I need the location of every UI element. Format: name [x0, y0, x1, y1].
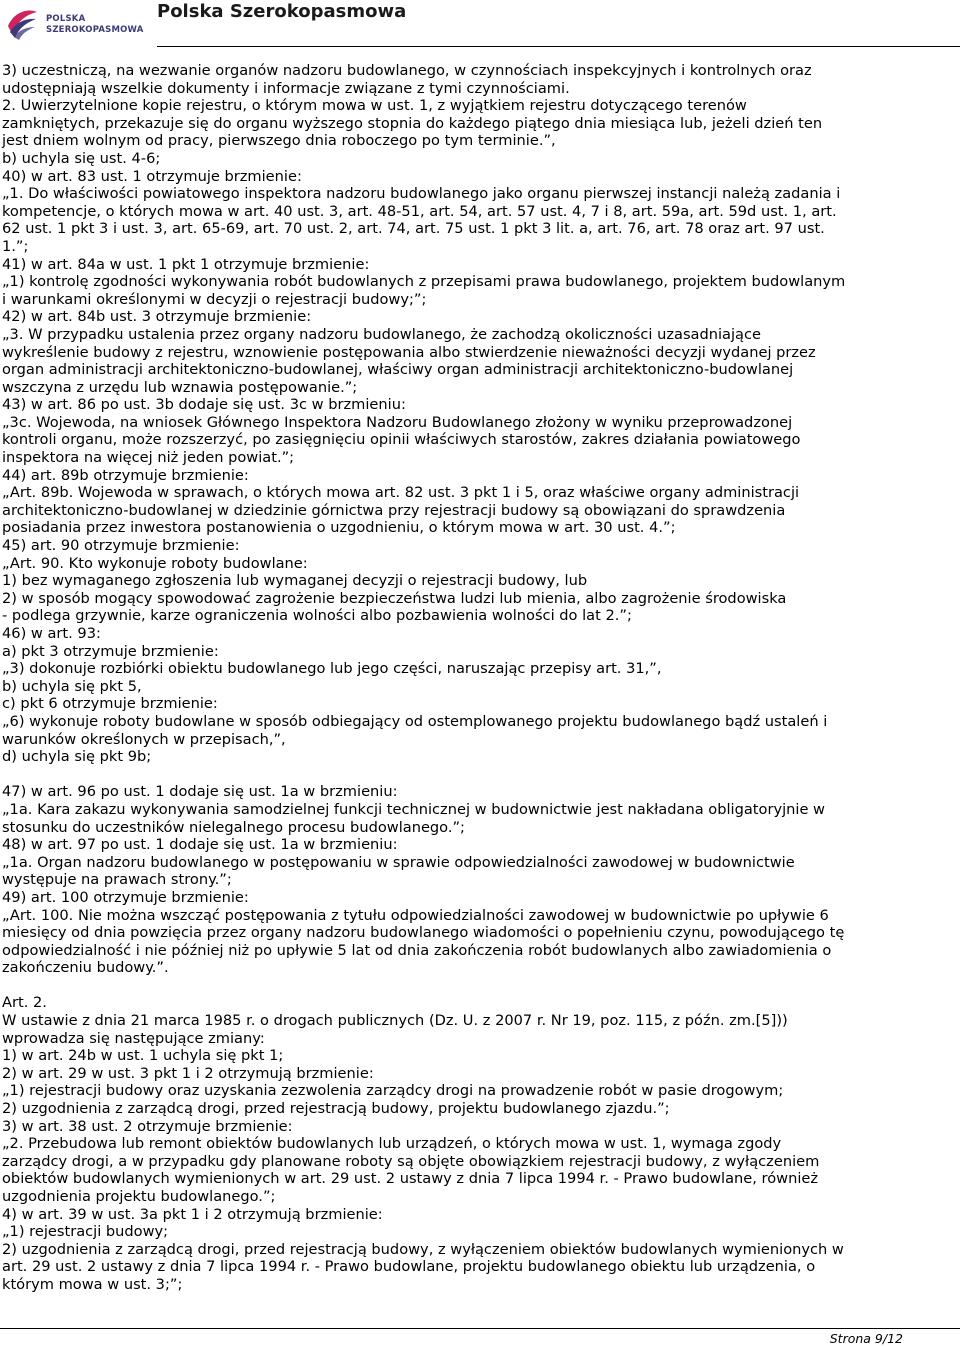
blank-line	[2, 766, 958, 784]
text-line: inspektora na więcej niż jeden powiat.”;	[2, 449, 295, 467]
text-line: „1) rejestracji budowy;	[2, 1223, 169, 1241]
text-line: a) pkt 3 otrzymuje brzmienie:	[2, 642, 219, 660]
logo	[4, 4, 144, 44]
text-line: występuje na prawach strony.”;	[2, 871, 232, 889]
text-line: wszczyna z urzędu lub wznawia postępowanie.”;	[2, 378, 358, 396]
text-line: którym mowa w ust. 3;”;	[2, 1275, 183, 1293]
text-line: architektoniczno-budowlanej w dziedzinie górnictwa przy rejestracji budowy są obowiązani do sprawdzenia	[2, 501, 786, 519]
text-line: W ustawie z dnia 21 marca 1985 r. o drogach publicznych (Dz. U. z 2007 r. Nr 19, poz. 115, z późn. zm.[5]))	[2, 1012, 788, 1030]
text-line: organ administracji architektoniczno-budowlanej, właściwy organ administracji architektoniczno-budowlanej	[2, 361, 794, 379]
header-divider	[157, 46, 960, 47]
text-line: 2) w art. 29 w ust. 3 pkt 1 i 2 otrzymują brzmienie:	[2, 1064, 374, 1082]
text-line: art. 29 ust. 2 ustawy z dnia 7 lipca 1994 r. - Prawo budowlane, projektu budowlanego obiektu lub urządzenia, o	[2, 1258, 816, 1276]
text-line: b) uchyla się pkt 5,	[2, 677, 142, 695]
text-line: uzgodnienia projektu budowlanego.”;	[2, 1188, 276, 1205]
text-line: obiektów budowlanych wymienionych w art. 29 ust. 2 ustawy z dnia 7 lipca 1994 r. - Prawo budowlane, również	[2, 1170, 819, 1188]
text-line: miesięcy od dnia powzięcia przez organy nadzoru budowlanego wiadomości o popełnieniu czynu, powodującego tę	[2, 924, 845, 942]
text-line: „1) rejestracji budowy oraz uzyskania zezwolenia zarządcy drogi na prowadzenie robót w pasie drogowym;	[2, 1082, 784, 1100]
text-line: „1) kontrolę zgodności wykonywania robót budowlanych z przepisami prawa budowlanego, projektem budowlanym	[2, 273, 846, 291]
text-line: jest dniem wolnym od pracy, pierwszego dnia roboczego po tym terminie.”,	[2, 132, 556, 150]
text-line: 43) w art. 86 po ust. 3b dodaje się ust. 3c w brzmieniu:	[2, 396, 406, 414]
text-line: 4) w art. 39 w ust. 3a pkt 1 i 2 otrzymują brzmienie:	[2, 1205, 383, 1223]
page-number: Strona 9/12	[829, 1331, 903, 1346]
logo-text	[46, 14, 144, 36]
text-line: 41) w art. 84a w ust. 1 pkt 1 otrzymuje brzmienie:	[2, 255, 370, 273]
text-line: 1) w art. 24b w ust. 1 uchyla się pkt 1;	[2, 1047, 284, 1065]
blank-line	[2, 977, 958, 995]
text-line: zarządcy drogi, a w przypadku gdy planowane roboty są objęte obowiązkiem rejestracji budowy, z wyłączeniem	[2, 1152, 820, 1170]
text-line: 49) art. 100 otrzymuje brzmienie:	[2, 888, 249, 906]
text-line: 2) uzgodnienia z zarządcą drogi, przed rejestracją budowy, projektu budowlanego zjazdu.”;	[2, 1100, 670, 1118]
text-line: „Art. 89b. Wojewoda w sprawach, o których mowa art. 82 ust. 3 pkt 1 i 5, oraz właściwe organy administracji	[2, 484, 800, 502]
text-line: 2) uzgodnienia z zarządcą drogi, przed rejestracją budowy, z wyłączeniem obiektów budowlanych wymienionych w	[2, 1240, 844, 1258]
text-line: „3c. Wojewoda, na wniosek Głównego Inspektora Nadzoru Budowlanego złożony w wyniku przeprowadzonej	[2, 413, 793, 431]
text-line: 3) uczestniczą, na wezwanie organów nadzoru budowlanego, w czynnościach inspekcyjnych i kontrolnych oraz	[2, 62, 812, 79]
text-line: wprowadza się następujące zmiany:	[2, 1029, 265, 1047]
text-line: warunków określonych w przepisach,”,	[2, 730, 286, 748]
logo-icon	[4, 6, 40, 42]
text-line: 45) art. 90 otrzymuje brzmienie:	[2, 537, 240, 555]
text-line: 44) art. 89b otrzymuje brzmienie:	[2, 466, 249, 484]
text-line: „Art. 90. Kto wykonuje roboty budowlane:	[2, 554, 308, 572]
text-line: „6) wykonuje roboty budowlane w sposób odbiegający od ostemplowanego projektu budowlanego bądź ustaleń i	[2, 712, 828, 730]
text-line: „Art. 100. Nie można wszcząć postępowania z tytułu odpowiedzialności zawodowej w budownictwie po upływie 6	[2, 906, 829, 924]
text-line: Art. 2.	[2, 994, 47, 1012]
text-line: 1.”;	[2, 237, 29, 255]
text-line: kompetencje, o których mowa w art. 40 ust. 3, art. 48-51, art. 54, art. 57 ust. 4, 7 i 8, art. 59a, art. 59d ust. 1, art.	[2, 202, 837, 220]
text-line: 40) w art. 83 ust. 1 otrzymuje brzmienie:	[2, 167, 302, 185]
text-line: 2. Uwierzytelnione kopie rejestru, o którym mowa w ust. 1, z wyjątkiem rejestru dotyczącego terenów	[2, 97, 747, 115]
logo-line-1: POLSKA	[46, 14, 86, 24]
text-line: „3. W przypadku ustalenia przez organy nadzoru budowlanego, że zachodzą okoliczności uzasadniające	[2, 325, 762, 343]
text-line: stosunku do uczestników nielegalnego procesu budowlanego.”;	[2, 818, 465, 836]
text-line: zamkniętych, przekazuje się do organu wyższego stopnia do każdego piątego dnia miesiąca lub, jeżeli dzień ten	[2, 114, 823, 132]
text-line: b) uchyla się ust. 4-6;	[2, 149, 161, 167]
text-line: 62 ust. 1 pkt 3 i ust. 3, art. 65-69, art. 70 ust. 2, art. 74, art. 75 ust. 1 pkt 3 lit. a, art. 76, art. 78 oraz art. 97 ust.	[2, 220, 825, 238]
text-line: kontroli organu, może rozszerzyć, po zasięgnięciu opinii właściwych starostów, zakres działania powiatowego	[2, 431, 801, 449]
text-line: 2) w sposób mogący spowodować zagrożenie bezpieczeństwa ludzi lub mienia, albo zagrożenie środowiska	[2, 589, 787, 607]
text-line: „3) dokonuje rozbiórki obiektu budowlanego lub jego części, naruszając przepisy art. 31,”,	[2, 660, 662, 678]
text-line: d) uchyla się pkt 9b;	[2, 748, 152, 766]
text-line: odpowiedzialność i nie później niż po upływie 5 lat od dnia zakończenia robót budowlanych albo zawiadomienia o	[2, 941, 832, 959]
logo-line-2: SZEROKOPASMOWA	[46, 25, 144, 35]
text-line: 46) w art. 93:	[2, 625, 101, 642]
text-line: i warunkami określonymi w decyzji o rejestracji budowy;”;	[2, 290, 427, 308]
text-line: „1a. Kara zakazu wykonywania samodzielnej funkcji technicznej w budownictwie jest nakładana obligatoryjnie w	[2, 800, 825, 818]
text-line: 47) w art. 96 po ust. 1 dodaje się ust. 1a w brzmieniu:	[2, 783, 398, 801]
site-title: Polska Szerokopasmowa	[157, 1, 407, 22]
text-line: udostępniają wszelkie dokumenty i informacje związane z tymi czynnościami.	[2, 79, 570, 97]
text-line: - podlega grzywnie, karze ograniczenia wolności albo pozbawienia wolności do lat 2.”;	[2, 607, 632, 625]
text-line: c) pkt 6 otrzymuje brzmienie:	[2, 695, 218, 713]
text-line: 3) w art. 38 ust. 2 otrzymuje brzmienie:	[2, 1117, 293, 1135]
document-body	[2, 62, 958, 1294]
text-line: posiadania przez inwestora postanowienia o uzgodnieniu, o którym mowa w art. 30 ust. 4.”;	[2, 519, 676, 537]
text-line: „1a. Organ nadzoru budowlanego w postępowaniu w sprawie odpowiedzialności zawodowej w budownictwie	[2, 853, 795, 871]
text-line: 1) bez wymaganego zgłoszenia lub wymaganej decyzji o rejestracji budowy, lub	[2, 572, 588, 590]
page-header	[0, 0, 960, 50]
footer-divider	[0, 1328, 960, 1329]
text-line: 48) w art. 97 po ust. 1 dodaje się ust. 1a w brzmieniu:	[2, 836, 398, 854]
text-line: 42) w art. 84b ust. 3 otrzymuje brzmienie:	[2, 308, 312, 326]
text-line: wykreślenie budowy z rejestru, wznowienie postępowania albo stwierdzenie nieważności decyzji wydanej przez	[2, 343, 816, 361]
text-line: zakończeniu budowy.”.	[2, 959, 169, 977]
text-line: „2. Przebudowa lub remont obiektów budowlanych lub urządzeń, o których mowa w ust. 1, wymaga zgody	[2, 1135, 782, 1153]
text-line: „1. Do właściwości powiatowego inspektora nadzoru budowlanego jako organu pierwszej instancji należą zadania i	[2, 185, 841, 203]
